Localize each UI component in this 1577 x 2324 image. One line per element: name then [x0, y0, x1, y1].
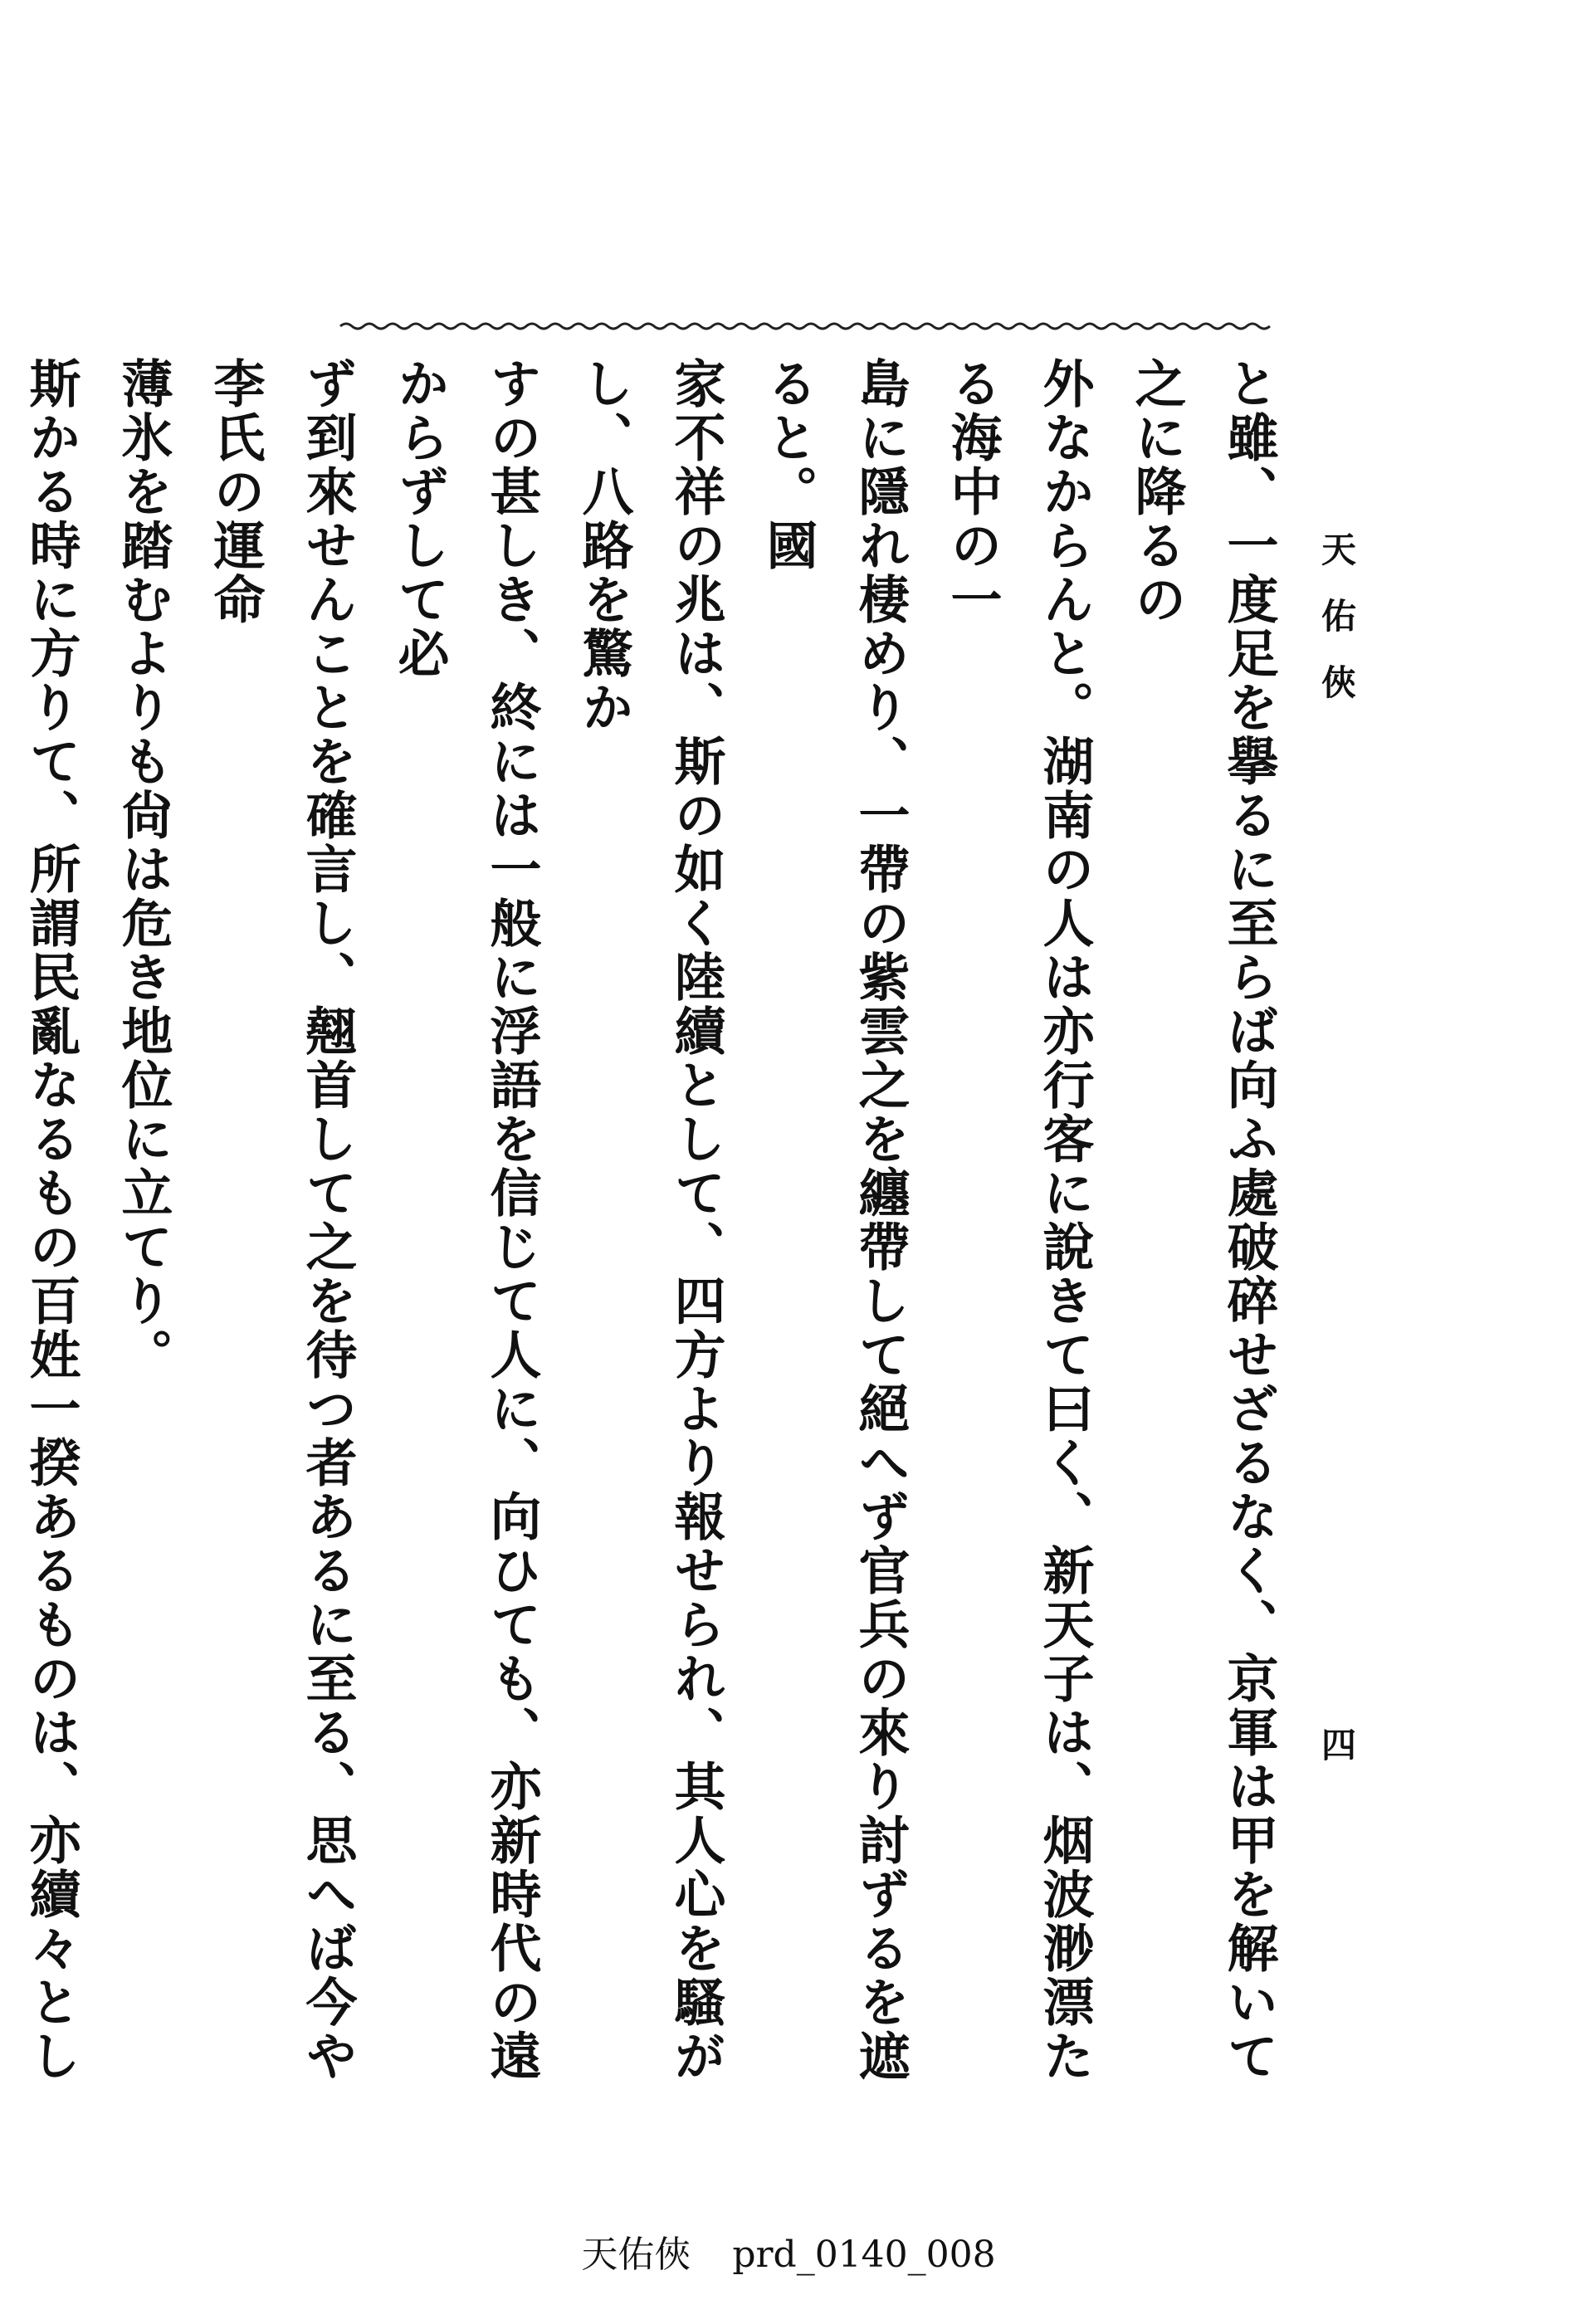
footer-title: 天佑俠 — [581, 2234, 691, 2276]
running-title: 天佑俠 — [1316, 531, 1357, 730]
decorative-wavy-rule — [340, 320, 1270, 332]
text-column: ず到來せんことを確言し、翹首して之を待つ者あるに至る、思へば今や李氏の運命 — [205, 357, 358, 2083]
text-column: 外なからんと。湖南の人は亦行客に說きて曰く、新天子は、烟波渺漂たる海中の一 — [942, 357, 1095, 2083]
text-column: 家不祥の兆は、斯の如く陸續として、四方より報せられ、其人心を騷がし、八路を驚か — [574, 357, 726, 2083]
text-column: 斯かる時に方りて、所謂民亂なるもの百姓一揆あるものは、亦續々とし — [21, 357, 81, 2083]
text-column: 薄氷を踏むよりも尙は危き地位に立てり。 — [113, 357, 173, 1382]
text-column: すの甚しき、終には一般に浮語を信じて人に、向ひても、亦新時代の遠からずして必 — [389, 357, 542, 2083]
text-column: 島に隱れ棲めり、一帶の紫雲之を纏帶して絕へず官兵の來り討ずるを遮ると。國 — [758, 357, 911, 2083]
page-footer — [0, 2224, 1577, 2278]
body-text — [21, 357, 1295, 2108]
footer-code: prd_0140_008 — [732, 2234, 996, 2276]
page-number: 四 — [1316, 1726, 1357, 1761]
text-column: と雖、一度足を擧るに至らば向ふ處破碎せざるなく、京軍は甲を解いて之に降るの — [1126, 357, 1279, 2083]
